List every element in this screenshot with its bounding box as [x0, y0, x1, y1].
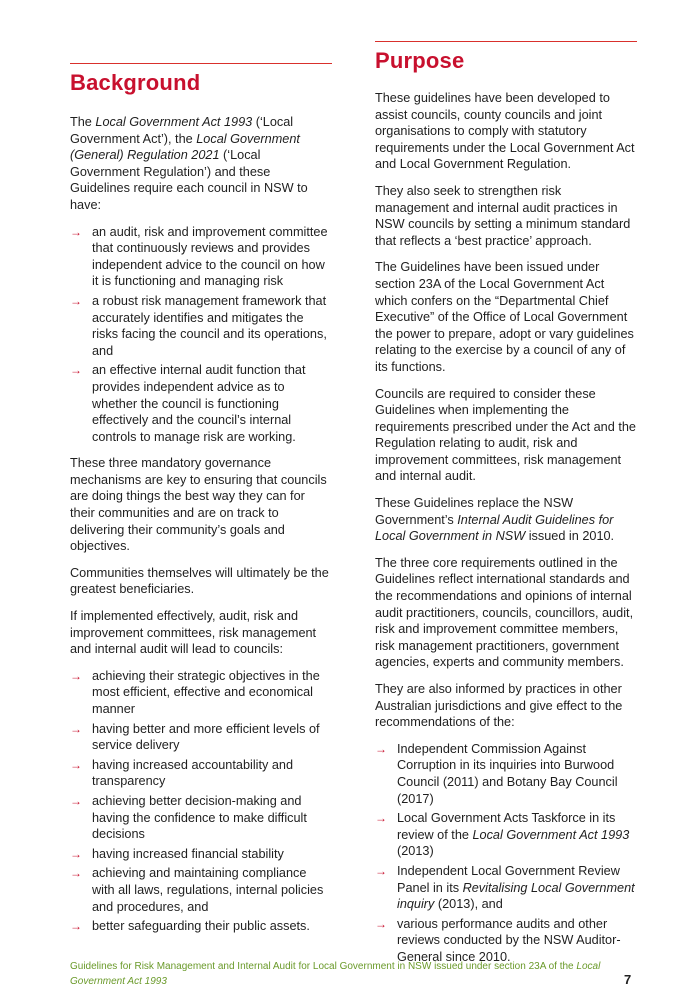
recommendations-list [375, 741, 637, 966]
requirements-list [70, 224, 332, 446]
paragraph: These guidelines have been developed to assist councils, county councils and joint organisations to comply with statutory requirements under the Local Government Act and Local Government Regulation. [375, 91, 635, 172]
arrow-right-icon: → [70, 293, 82, 308]
list-item: → achieving their strategic objectives in the most efficient, effective and economical manner [70, 668, 320, 716]
benefits-list [70, 668, 332, 935]
paragraph: If implemented effectively, audit, risk and improvement committees, risk management and internal audit will lead to councils: [70, 609, 317, 657]
arrow-right-icon: → [375, 916, 387, 931]
left-column [70, 63, 332, 945]
list-item: → having better and more efficient levels of service delivery [70, 721, 320, 753]
section-rule [375, 41, 637, 42]
list-item: → an audit, risk and improvement committee that continuously reviews and provides independent advice to the council on how it is functioning and managing risk [70, 224, 328, 289]
arrow-right-icon: → [375, 741, 387, 756]
arrow-right-icon: → [70, 668, 82, 683]
paragraph: These Guidelines replace the NSW Government’s Internal Audit Guidelines for Local Government in NSW issued in 2010. [375, 496, 615, 544]
arrow-right-icon: → [70, 846, 82, 861]
page-number: 7 [624, 972, 632, 987]
right-column [375, 41, 637, 976]
list-item: → various performance audits and other reviews conducted by the NSW Auditor-General since 2010. [375, 916, 621, 964]
paragraph: These three mandatory governance mechanisms are key to ensuring that councils are doing things the best way they can for their communities and are on track to delivering their community’s goals and objectives. [70, 456, 327, 554]
list-item: → Independent Commission Against Corruption in its inquiries into Burwood Council (2011) and Botany Bay Council (2017) [375, 741, 618, 806]
list-item: → achieving and maintaining compliance with all laws, regulations, internal policies and procedures, and [70, 866, 324, 914]
list-item: → Independent Local Government Review Panel in its Revitalising Local Government inquiry (2013), and [375, 863, 635, 912]
arrow-right-icon: → [375, 811, 387, 826]
arrow-right-icon: → [70, 757, 82, 772]
list-item: → having increased accountability and transparency [70, 757, 294, 789]
intro-paragraph: The Local Government Act 1993 (‘Local Government Act’), the Local Government (General) Regulation 2021 (‘Local Government Regulation’) and these Guidelines require each council in NSW to have: [70, 115, 308, 212]
arrow-right-icon: → [70, 721, 82, 736]
paragraph: Councils are required to consider these Guidelines when implementing the requirements prescribed under the Act and the Regulation relating to audit, risk and improvement committees, risk management and internal audit. [375, 386, 636, 484]
paragraph: They are also informed by practices in other Australian jurisdictions and give effect to the recommendations of the: [375, 682, 623, 730]
list-item: → having increased financial stability [70, 846, 284, 861]
list-item: → an effective internal audit function that provides independent advice as to whether the council is functioning effectively and the council’s internal controls to manage risk are working. [70, 363, 306, 444]
arrow-right-icon: → [70, 793, 82, 808]
section-rule [70, 63, 332, 64]
arrow-right-icon: → [70, 224, 82, 239]
arrow-right-icon: → [70, 866, 82, 881]
paragraph: The Guidelines have been issued under section 23A of the Local Government Act which confers on the “Departmental Chief Executive” of the Office of Local Government the power to prepare, adopt or vary guidelines relating to the exercise by a council of any of its functions. [375, 260, 634, 374]
paragraph: The three core requirements outlined in the Guidelines reflect international standards and the recommendations and opinions of internal audit practitioners, councils, councillors, audit, risk and improvement committee members, risk management practitioners, government agencies, experts and community members. [375, 555, 634, 670]
arrow-right-icon: → [70, 363, 82, 378]
paragraph: They also seek to strengthen risk management and internal audit practices in NSW councils by setting a minimum standard that reflects a ‘best practice’ approach. [375, 183, 631, 248]
paragraph: Communities themselves will ultimately be the greatest beneficiaries. [70, 565, 329, 597]
heading-purpose: Purpose [375, 48, 465, 73]
list-item: → a robust risk management framework that accurately identifies and mitigates the risks facing the council and its operations, and [70, 293, 327, 358]
list-item: → achieving better decision-making and having the confidence to make difficult decisions [70, 793, 307, 842]
list-item: → better safeguarding their public assets. [70, 919, 310, 934]
list-item: → Local Government Acts Taskforce in its review of the Local Government Act 1993 (2013) [375, 811, 630, 859]
page-footer: Guidelines for Risk Management and Internal Audit for Local Government in NSW issued under section 23A of the Local Government Act 1993 [70, 961, 601, 987]
arrow-right-icon: → [70, 919, 82, 934]
arrow-right-icon: → [375, 863, 387, 878]
heading-background: Background [70, 70, 201, 95]
